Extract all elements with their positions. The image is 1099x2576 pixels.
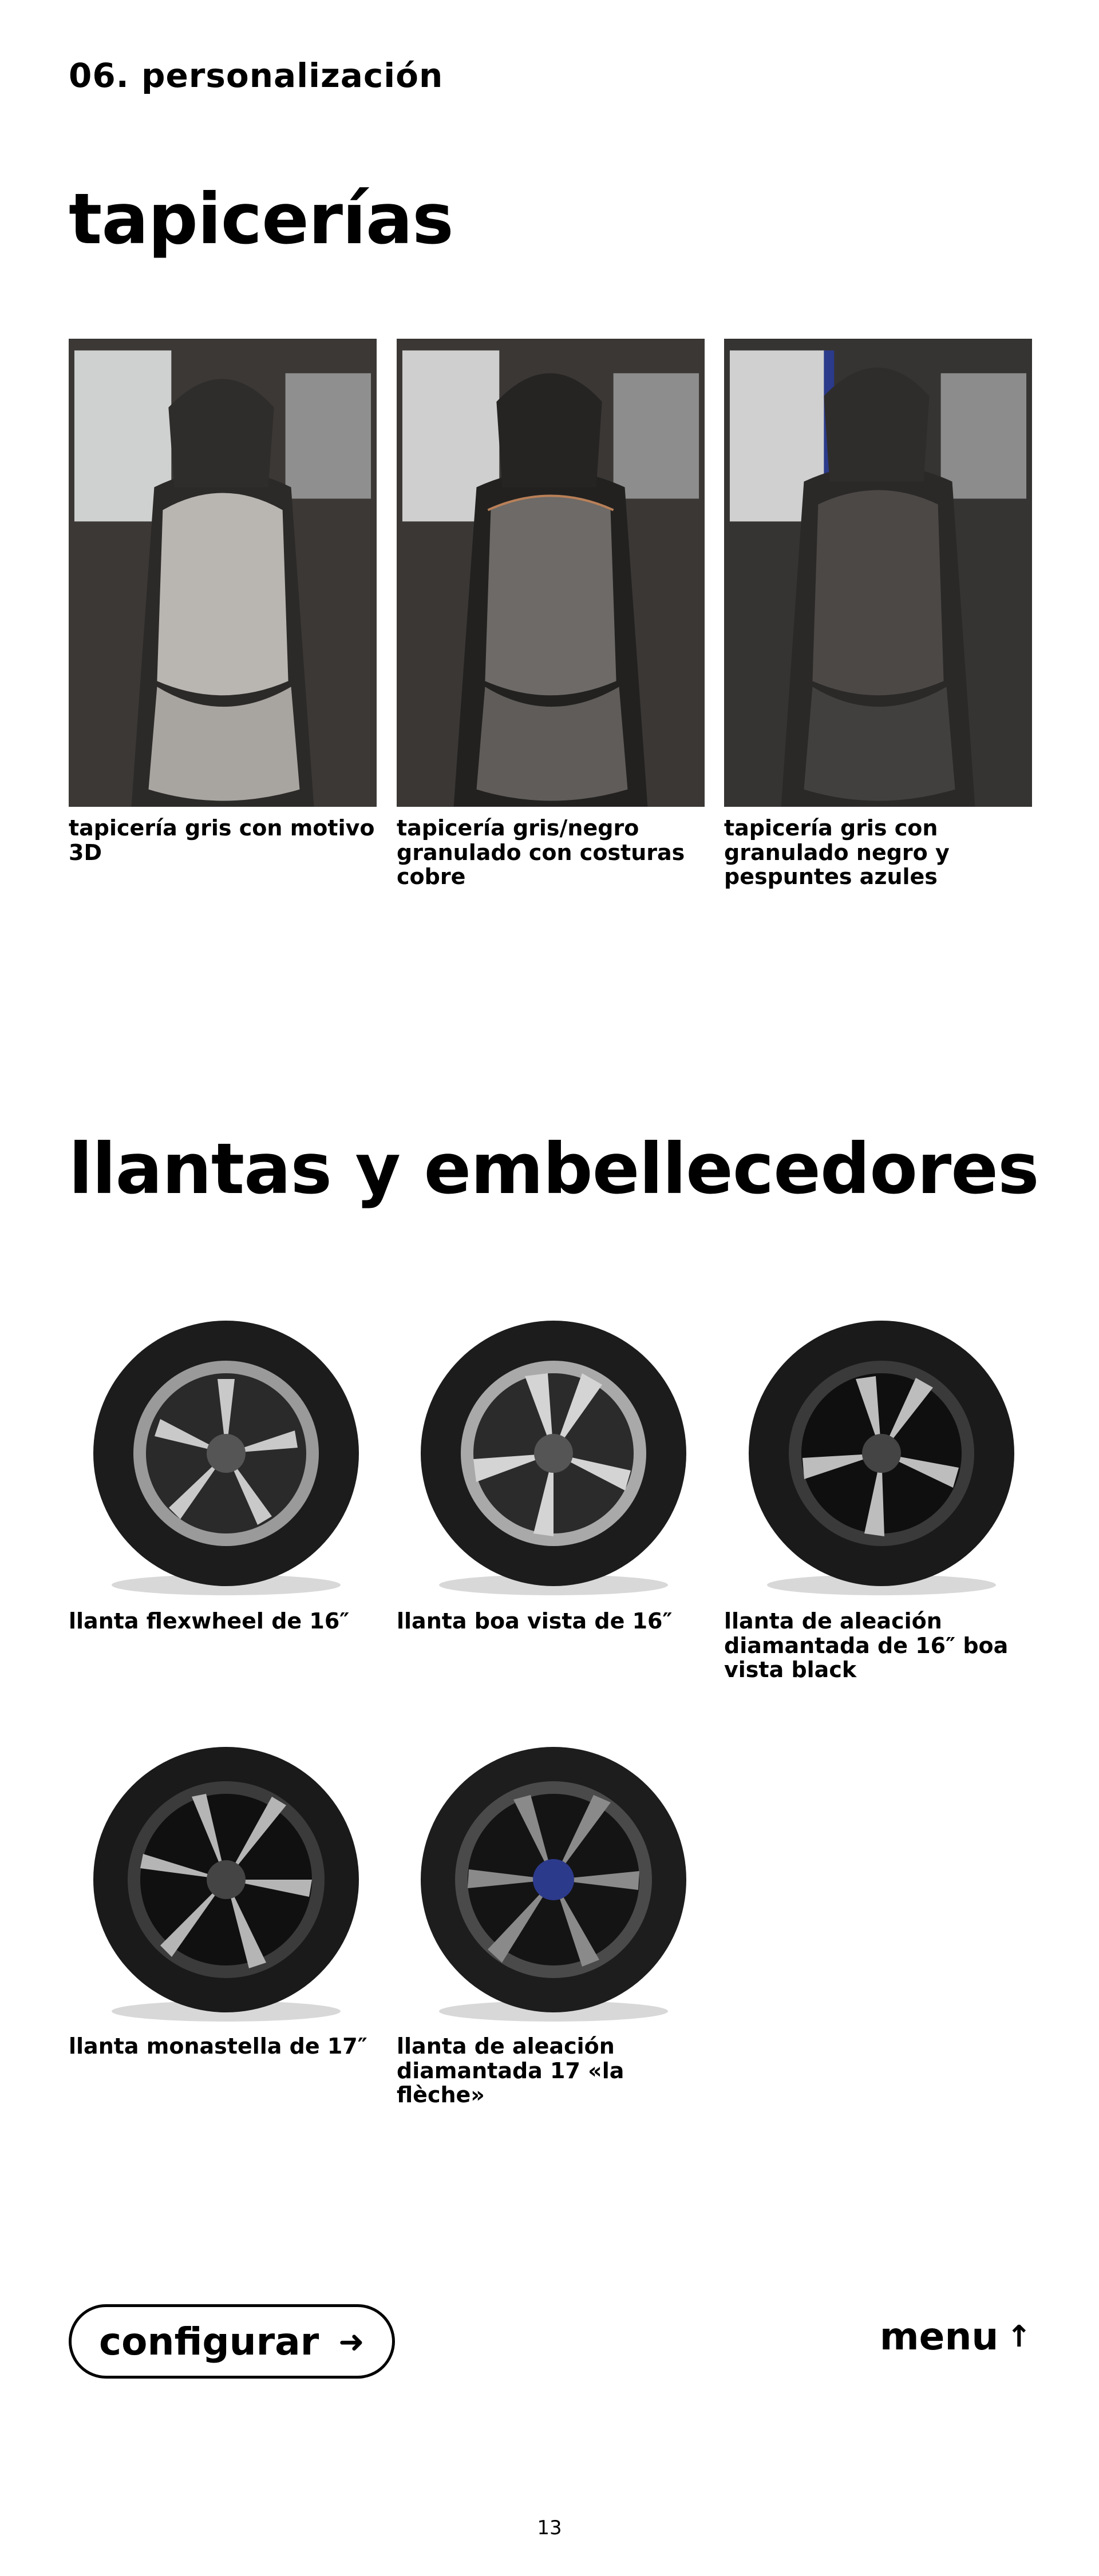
- wheel-image-monastella: [83, 1742, 369, 2028]
- wheel-caption-1: llanta flexwheel de 16″: [69, 1608, 350, 1634]
- seat-image: [724, 339, 1032, 807]
- upholstery-photo-grey-black-blue: [724, 339, 1032, 807]
- upholstery-photo-grey-black-copper: [397, 339, 705, 807]
- section-label: 06. personalización: [69, 56, 444, 95]
- configure-button[interactable]: [69, 2304, 395, 2379]
- page-number: 13: [537, 2516, 562, 2539]
- wheel-image-boa-vista: [410, 1316, 697, 1602]
- menu-link[interactable]: [880, 2315, 1031, 2359]
- seat-image: [397, 339, 705, 807]
- upholstery-photo-grey-3d: [69, 339, 377, 807]
- wheel-caption-4: llanta monastella de 17″: [69, 2034, 367, 2059]
- upholstery-heading: tapicerías: [69, 179, 453, 260]
- wheel-caption-2: llanta boa vista de 16″: [397, 1608, 673, 1634]
- arrow-up-icon: ↑: [1006, 2319, 1031, 2354]
- wheel-caption-3: llanta de aleación diamantada de 16″ boa vista black: [724, 1608, 1009, 1683]
- arrow-right-icon: ➜: [338, 2323, 365, 2360]
- wheel-caption-5: llanta de aleación diamantada 17 «la flèche»: [397, 2034, 624, 2108]
- wheels-heading: llantas y embellecedores: [69, 1128, 1039, 1210]
- wheel-image-boa-vista-black: [738, 1316, 1025, 1602]
- configure-label: configurar: [99, 2319, 319, 2364]
- seat-image: [69, 339, 377, 807]
- upholstery-caption-3: tapicería gris con granulado negro y pespuntes azules: [724, 815, 950, 890]
- wheel-image-la-fleche: [410, 1742, 697, 2028]
- wheel-image-flexwheel: [83, 1316, 369, 1602]
- upholstery-caption-1: tapicería gris con motivo 3D: [69, 815, 375, 865]
- upholstery-caption-2: tapicería gris/negro granulado con costuras cobre: [397, 815, 685, 890]
- menu-label: menu: [879, 2315, 999, 2359]
